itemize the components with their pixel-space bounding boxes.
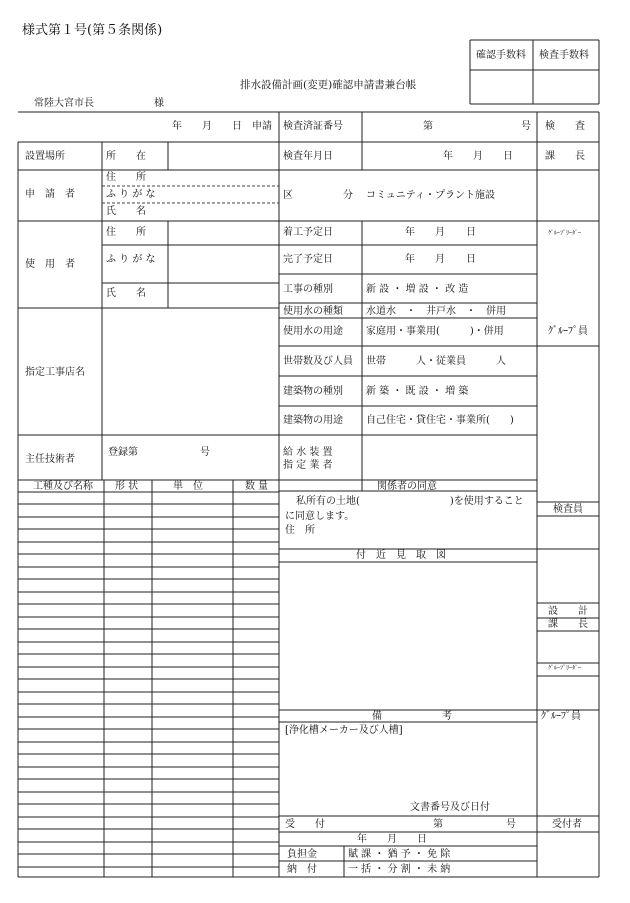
user-name-label: 氏 名	[106, 288, 146, 299]
water-use-value: 家庭用・事業用( )・併用	[366, 326, 504, 337]
group-member-label-2: ｸﾞﾙｰﾌﾟ員	[541, 711, 581, 722]
water-kind-label: 使用水の種類	[283, 306, 343, 317]
user-address-label: 住 所	[106, 227, 146, 238]
septic-label: [浄化槽メーカー及び人槽]	[285, 725, 403, 736]
table-header-qty: 数 量	[245, 481, 269, 492]
building-kind-label: 建築物の種別	[283, 386, 343, 397]
start-date-day: 日	[466, 227, 476, 238]
inspection-label: 検 査	[545, 121, 585, 132]
inspector-label: 検査員	[553, 504, 583, 515]
payment-label: 納 付	[287, 864, 317, 875]
design-chief-label: 課 長	[548, 619, 588, 630]
inspect-fee-label: 検査手数料	[539, 50, 589, 61]
addressee: 常陸大宮市長	[34, 98, 94, 109]
addressee-sama: 様	[154, 98, 164, 109]
reception-go: 号	[506, 819, 516, 830]
payment-value: 一 括 ・ 分 割 ・ 未 納	[348, 864, 451, 875]
insp-cert-dai: 第	[423, 121, 433, 132]
category-label: 区 分	[283, 190, 353, 201]
group-leader-label-1: ｸﾞﾙｰﾌﾟﾘｰﾀﾞｰ	[548, 230, 582, 237]
start-date-value: 年 月	[405, 227, 445, 238]
consent-address: 住 所	[285, 525, 315, 536]
supplier-label-2: 指 定 業 者	[283, 460, 333, 471]
notes-title: 備 考	[372, 711, 452, 722]
insp-cert-no-label: 検査済証番号	[283, 121, 343, 132]
group-member-label-1: ｸﾞﾙｰﾌﾟ員	[548, 326, 588, 337]
table-header-unit: 単 位	[173, 481, 203, 492]
insp-date-label: 検査年月日	[283, 151, 333, 162]
location-value-label: 所 在	[106, 151, 146, 162]
applicant-label: 申 請 者	[25, 189, 75, 200]
form-title: 排水設備計画(変更)確認申請書兼台帳	[240, 79, 417, 91]
receiver-label: 受付者	[552, 819, 582, 830]
consent-line-1: 私所有の土地( )を使用すること	[296, 496, 524, 507]
category-value: コミュニティ・プラント施設	[366, 190, 495, 201]
section-chief-label: 課 長	[545, 151, 585, 162]
end-date-label: 完了予定日	[283, 254, 333, 265]
consent-line-2: に同意します。	[285, 511, 355, 522]
consent-title: 関係者の同意	[377, 481, 437, 492]
start-date-label: 着工予定日	[283, 227, 333, 238]
user-furigana-label: ふ り が な	[106, 254, 156, 265]
location-label: 設置場所	[25, 151, 65, 162]
applicant-address-label: 住 所	[106, 172, 146, 183]
map-title: 付 近 見 取 図	[356, 550, 446, 561]
user-label: 使 用 者	[25, 259, 75, 270]
design-label: 設 計	[548, 606, 588, 617]
end-date-day: 日	[466, 254, 476, 265]
contractor-label: 指定工事店名	[25, 367, 85, 378]
work-kind-value: 新 設 ・ 増 設 ・ 改 造	[366, 284, 469, 295]
applicant-furigana-label: ふ り が な	[106, 189, 156, 200]
reception-date: 年 月 日	[357, 834, 427, 845]
form-number: 様式第１号(第５条関係)	[22, 23, 163, 38]
table-header-name: 工種及び名称	[33, 481, 93, 492]
water-use-label: 使用水の用途	[283, 326, 343, 337]
table-header-shape: 形 状	[115, 481, 139, 492]
applicant-name-label: 氏 名	[106, 206, 146, 217]
engineer-label: 主任技術者	[25, 454, 75, 465]
building-use-value: 自己住宅・貸住宅・事業所( )	[366, 415, 514, 426]
group-leader-label-2: ｸﾞﾙｰﾌﾟﾘｰﾀﾞｰ	[548, 665, 582, 672]
reception-label: 受 付	[285, 819, 325, 830]
insp-date-value: 年 月 日	[443, 151, 513, 162]
registration-label: 登録第	[108, 447, 138, 458]
building-use-label: 建築物の用途	[283, 415, 343, 426]
household-value: 世帯 人・従業員 人	[366, 356, 506, 367]
charge-label: 負担金	[287, 849, 317, 860]
household-label: 世帯数及び人員	[283, 356, 353, 367]
registration-no-suffix: 号	[200, 447, 210, 458]
supplier-label-1: 給 水 装 置	[283, 447, 333, 458]
reception-dai: 第	[433, 819, 443, 830]
doc-no-label: 文書番号及び日付	[410, 802, 490, 813]
end-date-value: 年 月	[405, 254, 445, 265]
confirm-fee-label: 確認手数料	[476, 50, 526, 61]
application-date: 年 月 日 申請	[172, 121, 272, 132]
insp-cert-go: 号	[521, 121, 531, 132]
charge-value: 賦 課 ・ 猶 予 ・ 免 除	[348, 849, 451, 860]
work-kind-label: 工事の種別	[283, 284, 333, 295]
water-kind-value: 水道水 ・ 井戸水 ・ 併用	[366, 306, 506, 317]
building-kind-value: 新 築 ・ 既 設 ・ 増 築	[366, 386, 469, 397]
